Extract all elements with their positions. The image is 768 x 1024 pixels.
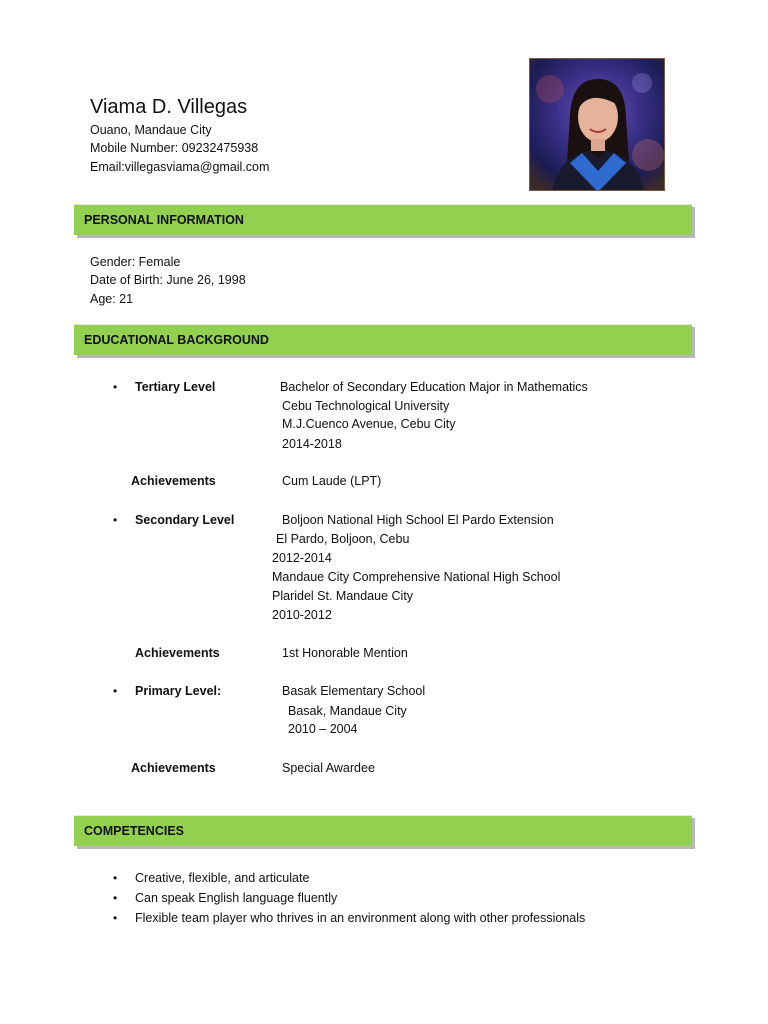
bullet-icon: •: [113, 871, 118, 885]
competency-item: Creative, flexible, and articulate: [135, 871, 310, 885]
tertiary-achievement: Cum Laude (LPT): [282, 474, 382, 488]
section-title: PERSONAL INFORMATION: [84, 213, 244, 227]
address: Ouano, Mandaue City: [90, 123, 212, 137]
secondary-school-1: Boljoon National High School El Pardo Extension: [282, 513, 554, 527]
primary-years: 2010 – 2004: [288, 722, 358, 736]
date-of-birth: Date of Birth: June 26, 1998: [90, 273, 246, 287]
gender: Gender: Female: [90, 255, 181, 269]
primary-address: Basak, Mandaue City: [288, 704, 407, 718]
bullet-icon: •: [113, 891, 118, 905]
mobile-number: Mobile Number: 09232475938: [90, 141, 259, 155]
portrait-photo-icon: [529, 58, 665, 191]
section-header-education: [74, 324, 692, 355]
secondary-years-2: 2010-2012: [272, 608, 332, 622]
tertiary-years: 2014-2018: [282, 437, 342, 451]
secondary-school-2: Mandaue City Comprehensive National High School: [272, 570, 561, 584]
primary-school: Basak Elementary School: [282, 684, 426, 698]
bullet-icon: •: [113, 380, 118, 394]
bullet-icon: •: [113, 911, 118, 925]
secondary-achievement: 1st Honorable Mention: [282, 646, 408, 660]
section-header-competencies: [74, 815, 692, 846]
section-title: COMPETENCIES: [84, 824, 185, 838]
tertiary-label: Tertiary Level: [135, 380, 216, 394]
tertiary-address: M.J.Cuenco Avenue, Cebu City: [282, 417, 456, 431]
bullet-icon: •: [113, 513, 118, 527]
primary-label: Primary Level:: [135, 684, 222, 698]
primary-achievement: Special Awardee: [282, 761, 375, 775]
achievements-label: Achievements: [131, 474, 216, 488]
email: Email:villegasviama@gmail.com: [90, 160, 270, 174]
secondary-years-1: 2012-2014: [272, 551, 332, 565]
section-title: EDUCATIONAL BACKGROUND: [84, 333, 269, 347]
age: Age: 21: [90, 292, 134, 306]
bullet-icon: •: [113, 684, 118, 698]
tertiary-school: Cebu Technological University: [282, 399, 450, 413]
portrait-photo-illustration: [530, 59, 665, 191]
achievements-label: Achievements: [135, 646, 220, 660]
competency-item: Flexible team player who thrives in an environment along with other professionals: [135, 911, 586, 925]
applicant-name: Viama D. Villegas: [90, 96, 248, 118]
section-header-personal: [74, 204, 692, 235]
secondary-label: Secondary Level: [135, 513, 235, 527]
tertiary-degree: Bachelor of Secondary Education Major in Mathematics: [280, 380, 588, 394]
secondary-address-1: El Pardo, Boljoon, Cebu: [276, 532, 410, 546]
competency-item: Can speak English language fluently: [135, 891, 338, 905]
secondary-address-2: Plaridel St. Mandaue City: [272, 589, 414, 603]
achievements-label: Achievements: [131, 761, 216, 775]
